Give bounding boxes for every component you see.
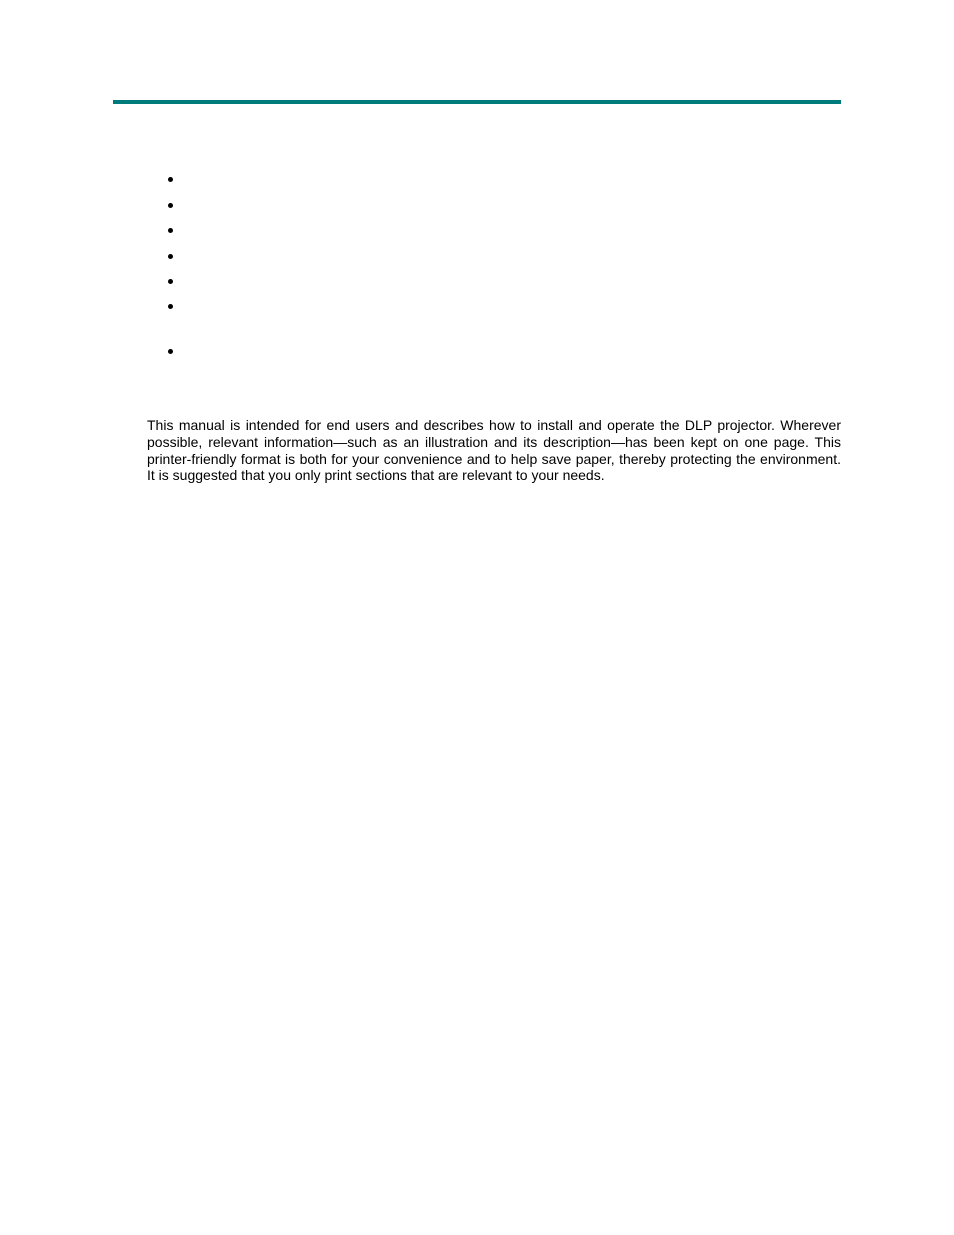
list-item — [168, 221, 768, 239]
bullet-icon — [168, 304, 173, 309]
list-item — [168, 272, 768, 290]
bullet-icon — [168, 177, 173, 182]
bullet-icon — [168, 203, 173, 208]
intro-paragraph: This manual is intended for end users and describes how to install and operate the DLP projector. Wherever possible, relevant information—such as an illustration and its description—has been kept on one page. This printer-friendly format is both for your convenience and to help save paper, thereby protecting the environment. It is suggested that you only print sections that are relevant to your needs. — [147, 417, 841, 484]
bullet-icon — [168, 254, 173, 259]
bullet-icon — [168, 349, 173, 354]
list-item — [168, 342, 768, 360]
list-item — [168, 196, 768, 214]
bullet-icon — [168, 279, 173, 284]
header-divider — [113, 100, 841, 104]
bullet-icon — [168, 228, 173, 233]
list-item — [168, 297, 768, 315]
list-item — [168, 170, 768, 188]
list-item — [168, 247, 768, 265]
